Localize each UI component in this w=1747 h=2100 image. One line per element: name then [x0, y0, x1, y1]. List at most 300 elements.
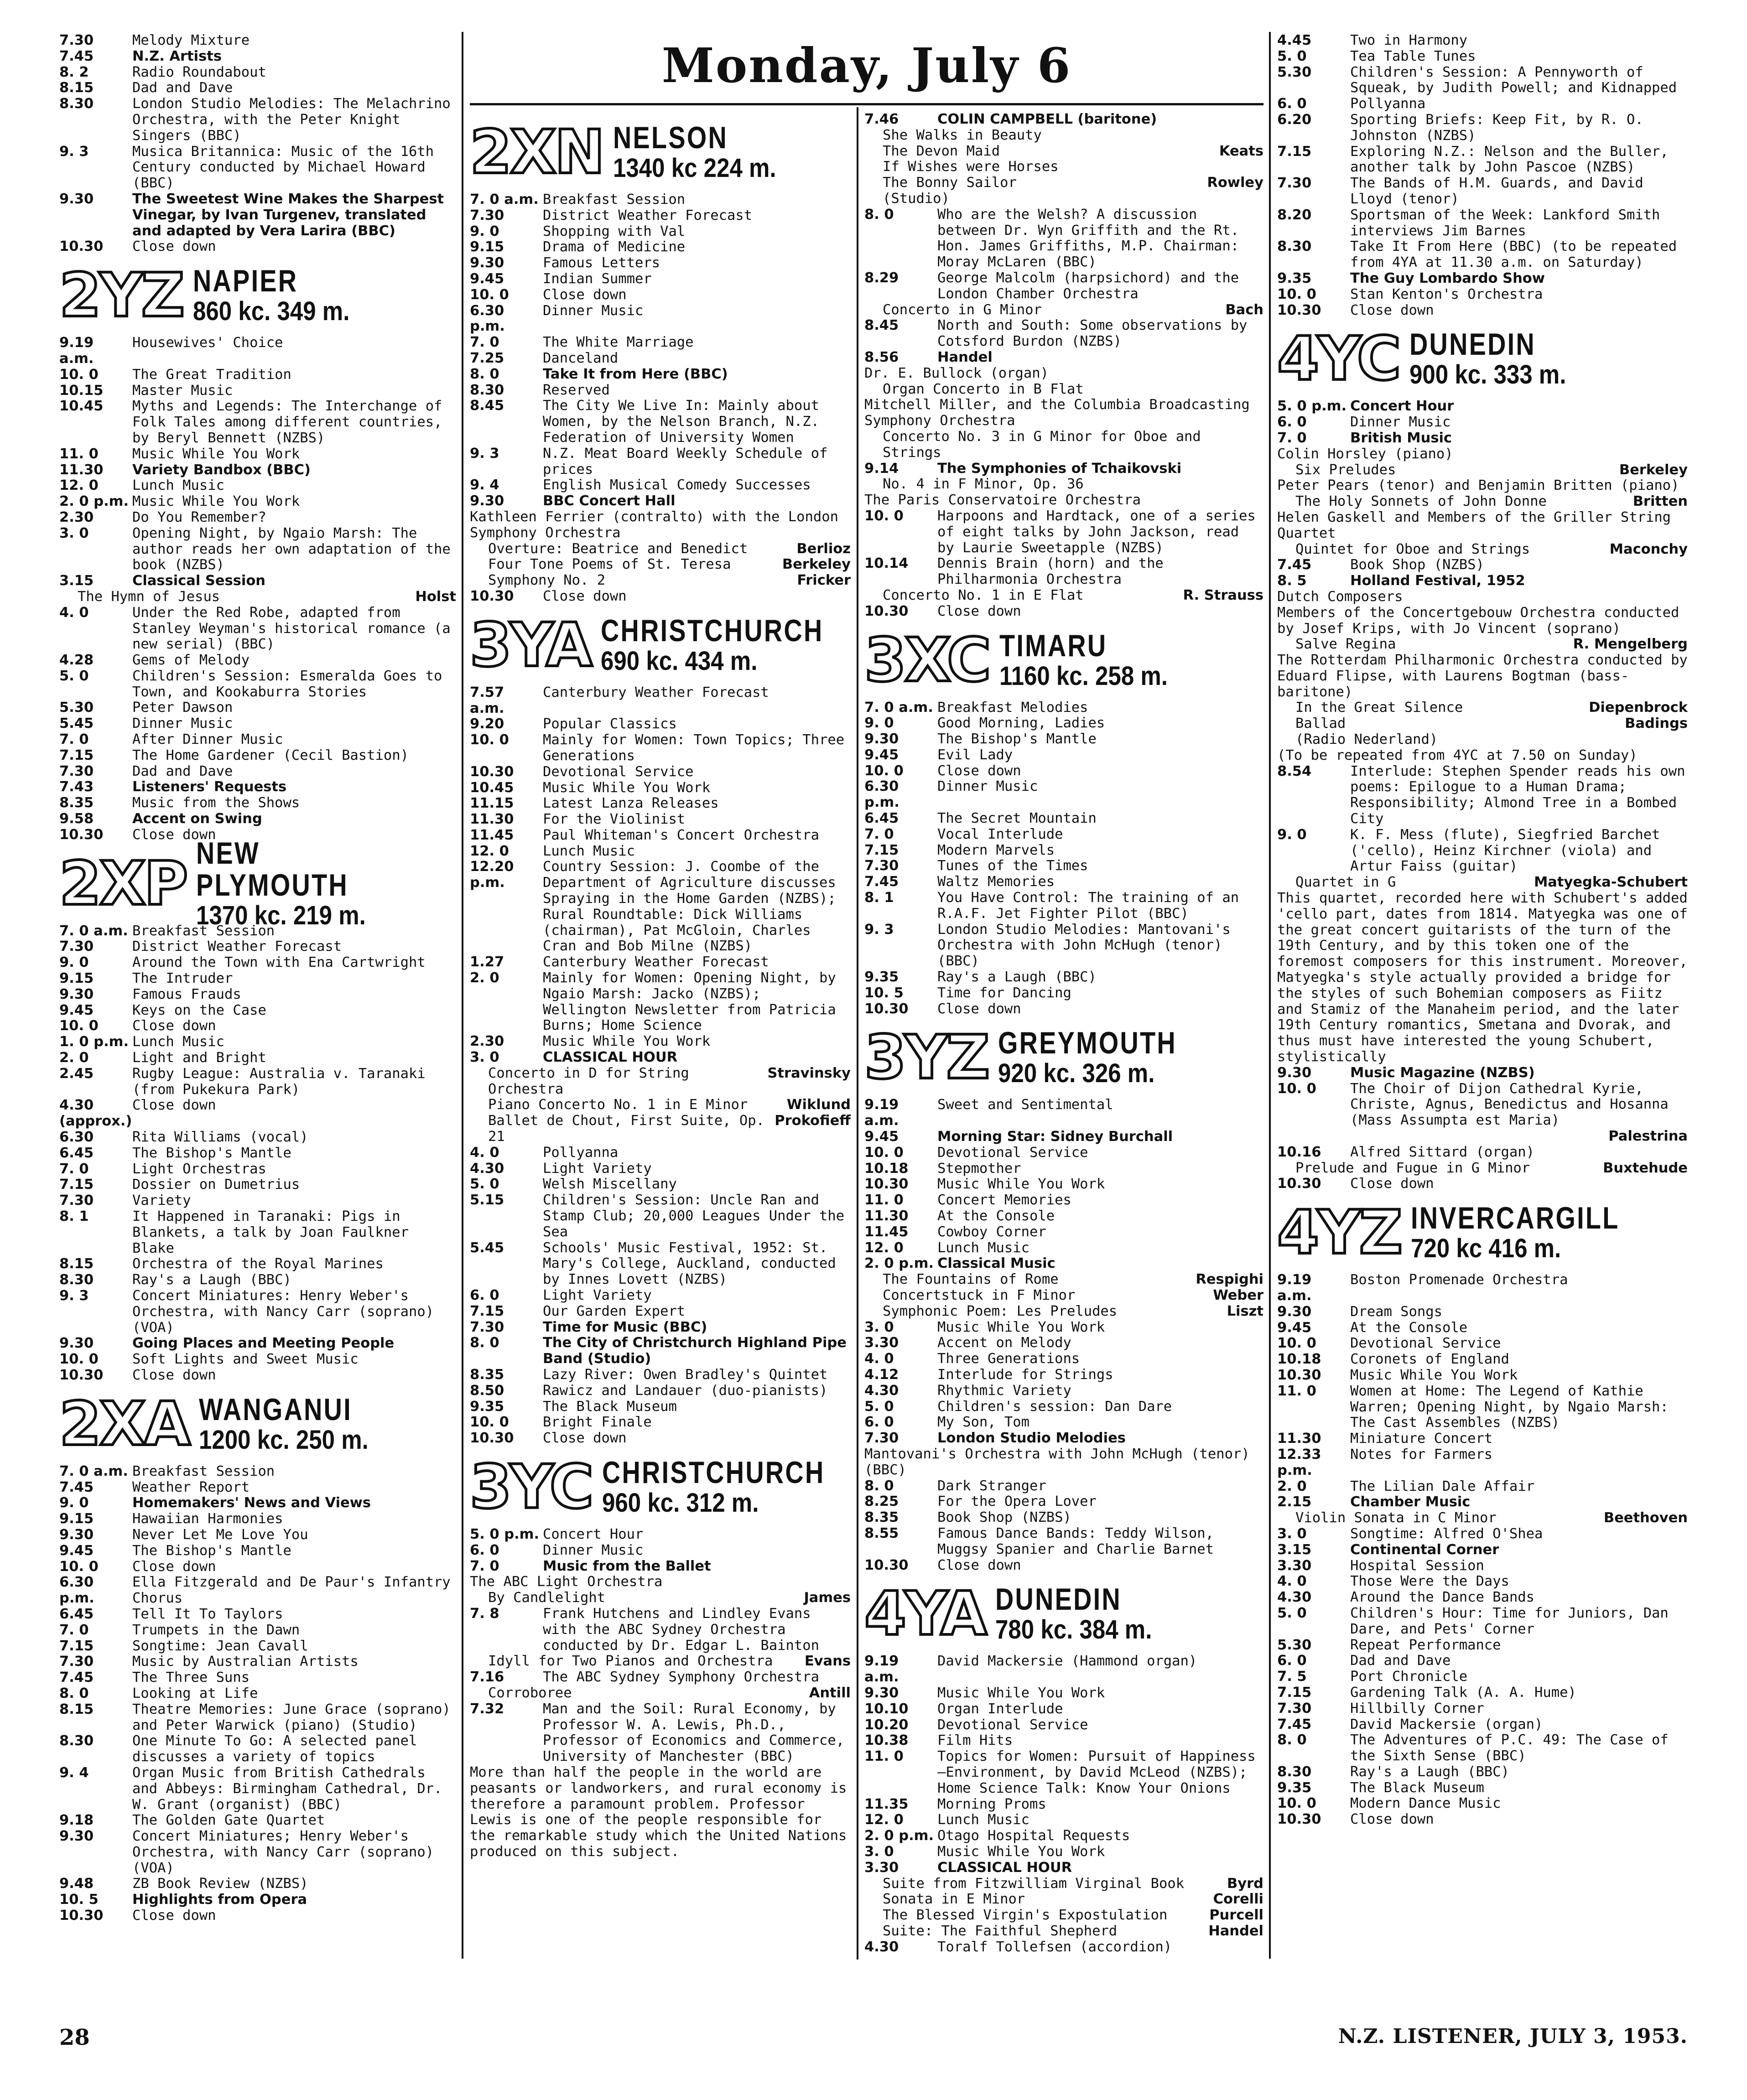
programme-time: 7. 0: [59, 1622, 89, 1638]
programme-title: Dark Stranger: [937, 1478, 1046, 1494]
programme-entry: [1277, 1526, 1688, 1542]
station-callsign: 4YC: [1277, 324, 1399, 394]
programme-entry: [864, 1749, 1263, 1796]
programme-entry: [864, 1654, 1263, 1685]
composer: Stravinsky: [767, 1065, 851, 1081]
programme-time: 5.30: [1277, 1637, 1312, 1653]
programme-time: 5.15: [470, 1192, 504, 1208]
work-title: The Hymn of Jesus: [78, 588, 220, 605]
programme-time: 4. 0: [59, 604, 89, 621]
programme-time: 7.45: [864, 874, 899, 890]
work-title: The Blessed Virgin's Expostulation: [883, 1907, 1168, 1924]
programme-time: 6.20: [1277, 111, 1312, 128]
station-info: [613, 122, 798, 183]
programme-title: For the Opera Lover: [937, 1493, 1097, 1510]
programme-title: Concert Hour: [543, 1526, 644, 1542]
programme-title: Devotional Service: [937, 1144, 1088, 1161]
programme-title: Sporting Briefs: Keep Fit, by R. O. Johnston (NZBS): [1350, 111, 1652, 144]
programme-title: Lunch Music: [937, 1812, 1029, 1828]
programme-title: Film Hits: [937, 1732, 1013, 1749]
programme-title: Canterbury Weather Forecast: [543, 954, 769, 970]
programme-entry: [864, 1193, 1263, 1208]
composer: Berkeley: [782, 556, 851, 573]
programme-note: Mitchell Miller, and the Columbia Broadcasting Symphony Orchestra: [864, 397, 1250, 429]
programme-title: Ray's a Laugh (BBC): [132, 1272, 291, 1288]
work-line: [864, 1272, 1263, 1288]
programme-entry: [864, 890, 1263, 922]
programme-entry: [864, 843, 1263, 859]
programme-entry: [59, 1686, 456, 1702]
programme-time: 6.30 p.m.: [59, 1574, 99, 1607]
programme-entry: [59, 732, 456, 748]
programme-time: 6.30: [59, 1129, 94, 1146]
station-header: [470, 118, 851, 187]
programme-title: Tea Table Tunes: [1350, 48, 1476, 64]
programme-title: Close down: [1350, 1811, 1434, 1828]
programme-title: Children's Session: Esmeralda Goes to Town, and Kookaburra Stories: [132, 668, 451, 700]
programme-entry: [864, 1415, 1263, 1431]
programme-title: North and South: Some observations by Cotsford Burdon (NZBS): [937, 317, 1256, 350]
programme-time: 8.54: [1277, 763, 1312, 779]
work-title: No. 4 in F Minor, Op. 36: [883, 476, 1084, 493]
programme-entry: [1277, 557, 1688, 573]
programme-title: Music While You Work: [132, 493, 300, 510]
programme-time: 9. 3: [864, 921, 894, 938]
programme-entry: [864, 1431, 1263, 1447]
programme-entry: [470, 224, 851, 240]
programme-title: George Malcolm (harpsichord) and the London Chamber Orchestra: [937, 270, 1248, 302]
programme-note: More than half the people in the world are peasants or landworkers, and rural economy is therefore a paramount problem. Professor Lewis is one of the people responsible for the remarkable study which the United Nations produced on this subject.: [470, 1764, 847, 1860]
programme-title: Hillbilly Corner: [1350, 1700, 1484, 1716]
programme-entry: [864, 1224, 1263, 1240]
programme-time: 8. 0: [470, 1335, 499, 1351]
programme-entry: [1277, 1701, 1688, 1717]
programme-time: 10.14: [864, 555, 909, 572]
work-title: Sonata in E Minor: [883, 1891, 1025, 1908]
programme-time: 2.15: [1277, 1494, 1312, 1510]
composer: Britten: [1633, 493, 1688, 510]
programme-time: 7.15: [470, 1303, 504, 1319]
programme-time: 3.15: [59, 573, 94, 589]
programme-time: 12. 0: [59, 477, 99, 494]
work-line: [1277, 875, 1688, 891]
programme-title: Evil Lady: [937, 747, 1013, 763]
programme-title: Dinner Music: [132, 716, 233, 732]
programme-title: Close down: [937, 762, 1021, 779]
station-name: CHRISTCHURCH: [602, 1455, 825, 1490]
programme-time: 8.56: [864, 349, 899, 365]
station-info: [601, 615, 873, 676]
programme-time: 9.19 a.m.: [1277, 1272, 1316, 1304]
programme-title: Tunes of the Times: [937, 858, 1088, 874]
programme-entry: [59, 1066, 456, 1098]
programme-time: 5.45: [470, 1239, 504, 1256]
programme-title: The Home Gardener (Cecil Bastion): [132, 747, 409, 763]
work-title: Quartet in G: [1295, 874, 1396, 891]
programme-title: District Weather Forecast: [132, 939, 342, 955]
column-2: [470, 112, 851, 1960]
programme-time: 7.45: [59, 1670, 94, 1686]
programme-title: N.Z. Meat Board Weekly Schedule of prices: [543, 445, 836, 477]
station-header: [864, 626, 1263, 695]
station-name: DUNEDIN: [1409, 327, 1536, 362]
programme-title: Time for Dancing: [937, 985, 1071, 1001]
programme-entry: [59, 510, 456, 526]
programme-time: 8.30: [1277, 1763, 1312, 1780]
programme-time: 9. 0: [470, 223, 499, 239]
programme-title: Breakfast Session: [132, 1463, 275, 1479]
programme-time: 7. 5: [1277, 1669, 1307, 1685]
programme-entry: [59, 1543, 456, 1559]
station-frequency: 960 kc. 312 m.: [602, 1488, 759, 1518]
programme-title: Theatre Memories: June Grace (soprano) and Peter Warwick (piano) (Studio): [132, 1701, 459, 1733]
programme-entry: [470, 1177, 851, 1193]
programme-time: 9.15: [470, 239, 504, 255]
programme-time: 9.45: [470, 270, 504, 287]
station-callsign: 3YA: [470, 610, 591, 680]
work-line: [1277, 637, 1688, 653]
programme-time: 11.45: [864, 1224, 909, 1240]
programme-title: Toralf Tollefsen (accordion): [937, 1939, 1172, 1955]
programme-time: 3.15: [1277, 1541, 1312, 1558]
composer: Berkeley: [1619, 461, 1688, 478]
programme-time: 9. 0: [59, 954, 89, 971]
work-line: [864, 302, 1263, 318]
programme-time: 3. 0: [470, 1049, 499, 1066]
work-line: [470, 1685, 851, 1701]
station-info: [1409, 328, 1587, 389]
programme-title: BBC Concert Hall: [543, 493, 676, 509]
programme-entry: [470, 493, 851, 509]
programme-title: The Guy Lombardo Show: [1350, 270, 1545, 286]
programme-time: 11. 0: [864, 1748, 904, 1765]
programme-time: 9.30: [59, 191, 94, 207]
station-info: [196, 837, 456, 930]
programme-title: COLIN CAMPBELL (baritone): [937, 111, 1157, 127]
programme-entry: [59, 1256, 456, 1272]
work-title: She Walks in Beauty: [883, 127, 1042, 143]
station-frequency: 1160 kc. 258 m.: [999, 661, 1168, 691]
programme-entry: [470, 239, 851, 255]
programme-time: 8. 0: [864, 1478, 894, 1494]
programme-title: Alfred Sittard (organ): [1350, 1144, 1534, 1160]
programme-time: 8.30: [1277, 239, 1312, 255]
programme-title: Concert Hour: [1350, 398, 1454, 415]
programme-entry: [1277, 573, 1688, 589]
programme-title: Close down: [543, 1430, 627, 1447]
programme-time: 1. 0 p.m.: [59, 1034, 129, 1050]
programme-entry: [59, 65, 456, 81]
programme-entry: [1277, 1447, 1688, 1479]
station-frequency: 780 kc. 384 m.: [995, 1615, 1152, 1645]
programme-time: 11.30: [864, 1208, 909, 1224]
programme-title: The City of Christchurch Highland Pipe Band (Studio): [543, 1335, 852, 1367]
composer: Beethoven: [1603, 1510, 1688, 1526]
programme-time: 7.30: [864, 1430, 899, 1447]
station-header: [470, 611, 851, 679]
programme-time: 5. 0: [470, 1176, 499, 1193]
composer: R. Strauss: [1183, 587, 1263, 603]
programme-title: Music from the Ballet: [543, 1558, 711, 1574]
programme-title: Interlude: Stephen Spender reads his own poems: Epilogue to a Human Drama; Responsibility; Almond Tree in a Bombed City: [1350, 763, 1694, 827]
programme-title: Music from the Shows: [132, 795, 300, 811]
programme-time: 9.45: [59, 1002, 94, 1018]
programme-note: Helen Gaskell and Members of the Griller String Quartet: [1277, 509, 1671, 541]
programme-entry: [59, 1018, 456, 1034]
programme-title: Close down: [1350, 302, 1434, 318]
programme-title: Modern Marvels: [937, 842, 1055, 858]
programme-time: 4.30: [1277, 1589, 1312, 1606]
programme-time: 8.15: [59, 1256, 94, 1272]
programme-entry: [59, 971, 456, 987]
programme-time: 8. 0: [864, 206, 894, 223]
programme-title: The Golden Gate Quartet: [132, 1812, 325, 1829]
programme-time: 7. 0: [1277, 430, 1307, 446]
programme-note: (To be repeated from 4YC at 7.50 on Sunday): [1277, 747, 1638, 763]
programme-title: The Bishop's Mantle: [132, 1145, 291, 1161]
programme-entry: [864, 604, 1263, 620]
programme-entry: [1277, 1352, 1688, 1368]
programme-time: 11.30: [1277, 1431, 1321, 1447]
composer: Respighi: [1196, 1271, 1263, 1288]
programme-time: 9.14: [864, 460, 899, 477]
programme-title: Musica Britannica: Music of the 16th Century conducted by Michael Howard (BBC): [132, 143, 442, 192]
programme-time: 8. 1: [59, 1208, 89, 1224]
programme-entry: [59, 1352, 456, 1368]
work-line: [1277, 700, 1688, 716]
programme-title: N.Z. Artists: [132, 48, 222, 64]
programme-entry: [59, 335, 456, 367]
work-line: [470, 1113, 851, 1145]
programme-entry: [59, 700, 456, 716]
composer: R. Mengelberg: [1573, 636, 1688, 653]
programme-entry: [1277, 207, 1688, 239]
programme-time: 9.30: [1277, 1303, 1312, 1320]
programme-entry: [864, 1335, 1263, 1351]
programme-time: 9.30: [59, 1526, 94, 1543]
programme-entry: [864, 1256, 1263, 1272]
programme-time: 2. 0: [470, 970, 499, 986]
programme-time: 7. 0: [470, 334, 499, 351]
programme-entry: [470, 1399, 851, 1415]
programme-entry: [59, 1559, 456, 1575]
programme-title: Waltz Memories: [937, 874, 1055, 890]
programme-time: 2. 0 p.m.: [864, 1255, 934, 1272]
programme-entry: [1277, 144, 1688, 176]
programme-time: 7. 0: [864, 826, 894, 842]
programme-entry: [1277, 96, 1688, 112]
programme-title: Going Places and Meeting People: [132, 1335, 395, 1352]
programme-entry: [59, 1527, 456, 1543]
programme-time: 3. 0: [59, 525, 89, 541]
programme-title: The Black Museum: [543, 1398, 677, 1415]
programme-entry: [470, 477, 851, 493]
programme-time: 8. 0: [470, 366, 499, 382]
programme-time: 7.30: [59, 1654, 94, 1670]
work-title: Concerto No. 3 in G Minor for Oboe and Strings: [883, 428, 1201, 461]
programme-time: 8. 2: [59, 64, 89, 80]
programme-time: 7. 0 a.m.: [59, 1463, 128, 1479]
programme-entry: [864, 827, 1263, 843]
programme-note: Members of the Concertgebouw Orchestra conducted by Josef Krips, with Jo Vincent (soprano): [1277, 604, 1679, 637]
work-title: Concerto No. 1 in E Flat: [883, 587, 1084, 603]
programme-title: Homemakers' News and Views: [132, 1495, 371, 1511]
programme-time: 10.18: [864, 1160, 909, 1177]
programme-time: 4.45: [1277, 32, 1312, 48]
programme-entry: [1277, 1368, 1688, 1384]
programme-time: 7.15: [59, 1177, 94, 1193]
work-title: Corroboree: [488, 1685, 572, 1701]
programme-title: English Musical Comedy Successes: [543, 477, 811, 493]
programme-title: Tell It To Taylors: [132, 1606, 283, 1622]
programme-entry: [864, 858, 1263, 874]
programme-title: Around the Town with Ena Cartwright: [132, 954, 426, 971]
programme-entry: [59, 1495, 456, 1511]
composer: Diepenbrock: [1589, 700, 1688, 716]
programme-time: 9. 3: [59, 143, 89, 160]
programme-time: 2. 0 p.m.: [864, 1828, 934, 1844]
programme-entry: [864, 1494, 1263, 1510]
programme-entry: [470, 764, 851, 780]
programme-title: Music While You Work: [543, 1033, 711, 1050]
programme-entry: [59, 1892, 456, 1908]
programme-time: 7. 0 a.m.: [470, 192, 539, 207]
programme-time: 7.43: [59, 779, 94, 795]
programme-entry: [1277, 1320, 1688, 1336]
programme-title: For the Violinist: [543, 811, 686, 828]
programme-time: 2.30: [59, 509, 94, 525]
programme-entry: [864, 747, 1263, 763]
programme-time: 10.30: [59, 1367, 104, 1383]
programme-entry: [864, 318, 1263, 350]
work-line: [864, 144, 1263, 160]
programme-title: Close down: [132, 1908, 216, 1924]
programme-time: 7.46: [864, 111, 899, 127]
programme-time: 9.15: [59, 1511, 94, 1527]
programme-time: 10. 5: [59, 1892, 99, 1908]
programme-title: Two in Harmony: [1350, 32, 1468, 48]
composer: Bach: [1225, 301, 1263, 318]
column-1: [59, 32, 459, 1960]
programme-entry: [864, 1240, 1263, 1256]
programme-time: 2. 0: [1277, 1478, 1307, 1494]
composer: Antill: [809, 1685, 851, 1701]
programme-title: Close down: [132, 1097, 216, 1114]
programme-time: 7.16: [470, 1669, 504, 1685]
programme-time: 8.30: [59, 96, 94, 112]
work-line: [864, 1876, 1263, 1892]
programme-entry: [470, 859, 851, 954]
programme-entry: [59, 399, 456, 446]
programme-title: Gardening Talk (A. A. Hume): [1350, 1684, 1576, 1701]
programme-time: 6. 0: [1277, 1653, 1307, 1669]
programme-title: David Mackersie (organ): [1350, 1716, 1543, 1732]
programme-title: Classical Music: [937, 1255, 1055, 1272]
programme-entry: [864, 1351, 1263, 1367]
programme-title: Close down: [1350, 1176, 1434, 1192]
programme-time: 7.15: [1277, 143, 1312, 160]
station-header: [864, 1580, 1263, 1648]
programme-entry: [864, 1939, 1263, 1955]
programme-entry: [59, 96, 459, 144]
programme-time: 10. 0: [470, 1414, 509, 1431]
programme-title: Close down: [132, 1018, 216, 1034]
programme-time: 9.45: [59, 1542, 94, 1559]
programme-entry: [1277, 1336, 1688, 1352]
footer-credit: N.Z. LISTENER, JULY 3, 1953.: [1338, 2025, 1688, 2048]
programme-time: 9.30: [470, 255, 504, 271]
programme-title: British Music: [1350, 430, 1452, 446]
programme-title: Songtime: Alfred O'Shea: [1350, 1525, 1543, 1542]
programme-time: 9.19 a.m.: [59, 335, 99, 367]
programme-time: 7.30: [59, 939, 94, 955]
programme-time: 4.30: [470, 1160, 504, 1177]
programme-time: 8.35: [470, 1366, 504, 1383]
programme-title: Latest Lanza Releases: [543, 795, 719, 812]
programme-entry: [1277, 827, 1688, 875]
title-rule: [470, 103, 1263, 105]
station-frequency: 1370 kc. 219 m.: [196, 900, 366, 930]
programme-entry: [470, 1415, 851, 1431]
programme-time: 12. 0: [864, 1812, 904, 1828]
programme-note: This quartet, recorded here with Schubert's added 'cello part, dates from 1814. Matyegka was one of the great concert guitarists of the turn of the 19th Century, and by this token one of the foremost composers for this instrument. Moreover, Matyegka's style actually provided a bridge for the styles of such Bohemian composers as Fiitz and Stamiz of the Manaheim period, and the later 19th Century romantics, Smetana and Dvorak, and thus must have interested the young Schubert, stylistically: [1277, 890, 1688, 1065]
programme-time: 9.35: [1277, 270, 1312, 286]
programme-title: Close down: [132, 239, 216, 255]
programme-entry: [59, 1654, 456, 1670]
work-title: The Bonny Sailor: [883, 175, 1017, 191]
programme-time: 9.19 a.m.: [864, 1653, 904, 1685]
programme-title: Close down: [937, 1557, 1021, 1573]
composer: Buxtehude: [1603, 1160, 1688, 1176]
programme-time: 9.30: [59, 986, 94, 1002]
programme-title: Music While You Work: [937, 1685, 1105, 1701]
programme-time: 12.33 p.m.: [1277, 1446, 1326, 1478]
programme-time: 9.30: [864, 1685, 899, 1701]
programme-entry: [470, 1606, 851, 1654]
programme-entry: [470, 351, 851, 367]
programme-title: Lunch Music: [132, 1034, 224, 1050]
programme-entry: [470, 1145, 851, 1161]
work-line: [864, 429, 1263, 461]
programme-note: The Paris Conservatoire Orchestra: [864, 492, 1141, 508]
programme-title: Music While You Work: [1350, 1367, 1518, 1383]
programme-title: Looking at Life: [132, 1685, 258, 1701]
programme-time: 4. 0: [864, 1351, 894, 1367]
programme-title: Close down: [132, 826, 216, 843]
programme-entry: [59, 716, 456, 732]
programme-entry: [59, 367, 456, 383]
programme-entry: [59, 779, 456, 795]
programme-entry: [1277, 1669, 1688, 1685]
programme-time: 7. 0: [470, 1558, 499, 1574]
programme-time: 5. 0 p.m.: [470, 1526, 540, 1542]
work-title: [1295, 1129, 1608, 1145]
programme-time: 7. 0 a.m.: [59, 923, 128, 939]
programme-entry: [470, 303, 851, 335]
programme-title: Dennis Brain (horn) and the Philharmonia Orchestra: [937, 555, 1172, 588]
programme-entry: [59, 239, 456, 255]
composer: Byrd: [1227, 1875, 1263, 1892]
station-name: TIMARU: [999, 628, 1107, 663]
programme-entry: [470, 1383, 851, 1399]
work-line: [470, 1066, 851, 1098]
programme-time: 7. 0: [59, 731, 89, 748]
programme-time: 2. 0: [59, 1050, 89, 1066]
programme-time: 7.45: [59, 1479, 94, 1495]
station-name: NEW PLYMOUTH: [196, 835, 349, 902]
programme-time: 9.48: [59, 1876, 94, 1892]
programme-title: Close down: [543, 286, 627, 303]
